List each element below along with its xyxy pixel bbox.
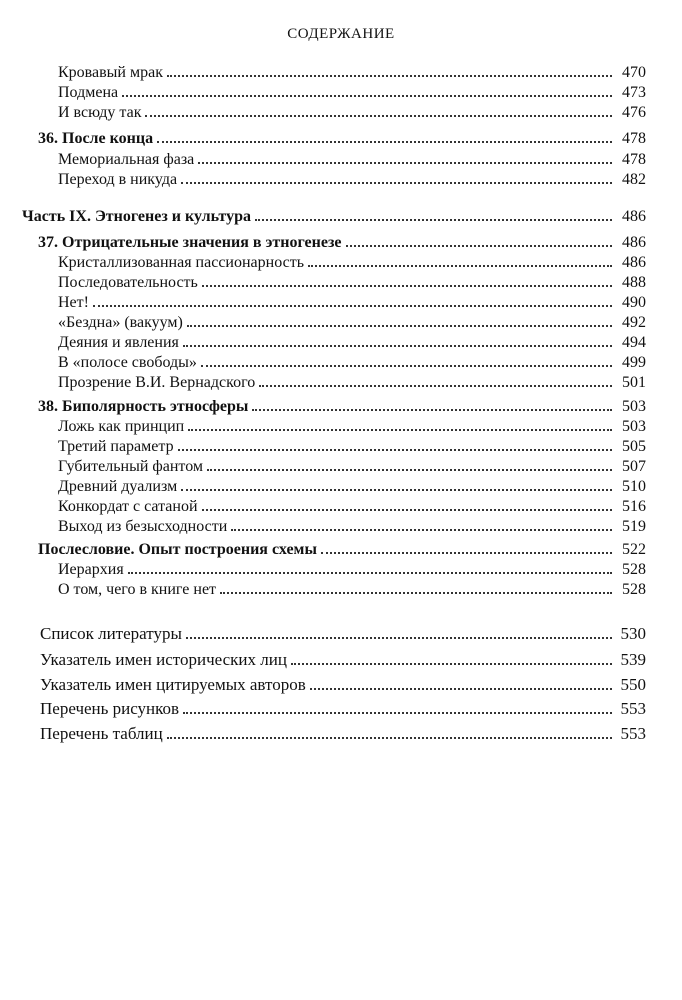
- toc-leader: [186, 637, 612, 639]
- toc-leader: [220, 592, 612, 594]
- toc-entry-page: 488: [622, 274, 646, 291]
- toc-entry-page: 492: [622, 314, 646, 331]
- toc-entry-page: 499: [622, 354, 646, 371]
- toc-entry-page: 528: [622, 581, 646, 598]
- toc-entry-page: 490: [622, 294, 646, 311]
- toc-entry-page: 507: [622, 458, 646, 475]
- toc-leader: [255, 219, 612, 221]
- toc-entry-title: Мемориальная фаза: [58, 151, 195, 168]
- toc-entry-title: Ложь как принцип: [58, 418, 185, 435]
- toc-leader: [183, 345, 612, 347]
- toc-leader: [231, 529, 612, 531]
- toc-entry[interactable]: [58, 353, 646, 373]
- toc-backmatter[interactable]: [40, 699, 646, 719]
- toc-entry-page: 501: [622, 374, 646, 391]
- toc-backmatter[interactable]: [40, 675, 646, 695]
- toc-entry[interactable]: [58, 560, 646, 580]
- toc-entry[interactable]: [58, 333, 646, 353]
- toc-leader: [252, 409, 612, 411]
- toc-entry[interactable]: [58, 313, 646, 333]
- toc-leader: [188, 429, 612, 431]
- toc-entry[interactable]: [58, 293, 646, 313]
- toc-entry-title: «Бездна» (вакуум): [58, 314, 183, 331]
- toc-part[interactable]: [22, 207, 646, 227]
- toc-entry-title: Последовательность: [58, 274, 198, 291]
- toc-entry-page: 550: [620, 675, 646, 694]
- toc-entry-page: 478: [622, 151, 646, 168]
- toc-leader: [181, 489, 612, 491]
- toc-leader: [198, 162, 612, 164]
- toc-leader: [181, 182, 612, 184]
- toc-entry-title: Указатель имен цитируемых авторов: [40, 675, 306, 694]
- toc-entry-title: Нет!: [58, 294, 89, 311]
- toc-leader: [157, 141, 612, 143]
- toc-chapter[interactable]: [38, 233, 646, 253]
- toc-entry-page: 486: [622, 254, 646, 271]
- toc-chapter-title: 37. Отрицательные значения в этногенезе: [38, 234, 342, 251]
- toc-backmatter[interactable]: [40, 624, 646, 644]
- toc-entry[interactable]: [58, 580, 646, 600]
- toc-leader: [308, 265, 612, 267]
- toc-entry-title: Кровавый мрак: [58, 64, 163, 81]
- toc-leader: [202, 509, 612, 511]
- toc-leader: [178, 449, 612, 451]
- toc-entry-title: Кристаллизованная пассионарность: [58, 254, 304, 271]
- toc-entry[interactable]: [58, 457, 646, 477]
- toc-leader: [202, 285, 612, 287]
- toc-entry-title: Перечень таблиц: [40, 724, 163, 743]
- toc-entry-title: Конкордат с сатаной: [58, 498, 198, 515]
- toc-backmatter[interactable]: [40, 650, 646, 670]
- toc-entry-title: Выход из безысходности: [58, 518, 228, 535]
- toc-entry-title: Указатель имен исторических лиц: [40, 650, 287, 669]
- toc-chapter[interactable]: [38, 397, 646, 417]
- toc-leader: [93, 305, 612, 307]
- toc-leader: [291, 663, 612, 665]
- toc-entry[interactable]: [58, 83, 646, 103]
- toc-entry-title: Древний дуализм: [58, 478, 178, 495]
- toc-part-title: Часть IX. Этногенез и культура: [22, 208, 251, 225]
- toc-leader: [145, 115, 612, 117]
- toc-entry[interactable]: [58, 253, 646, 273]
- toc-entry-page: 470: [622, 64, 646, 81]
- toc-entry-page: 553: [620, 699, 646, 718]
- page-header: СОДЕРЖАНИЕ: [287, 26, 395, 42]
- toc-entry-page: 482: [622, 171, 646, 188]
- toc-entry-title: Переход в никуда: [58, 171, 178, 188]
- toc-backmatter[interactable]: [40, 724, 646, 744]
- toc-entry-page: 494: [622, 334, 646, 351]
- toc-entry[interactable]: [58, 437, 646, 457]
- toc-leader: [167, 737, 612, 739]
- toc-chapter[interactable]: [38, 129, 646, 149]
- toc-entry-page: 516: [622, 498, 646, 515]
- toc-leader: [167, 75, 612, 77]
- toc-entry-page: 503: [622, 418, 646, 435]
- toc-entry-page: 486: [622, 234, 646, 251]
- toc-leader: [128, 572, 612, 574]
- toc-entry-title: И всюду так: [58, 104, 142, 121]
- toc-entry-page: 503: [622, 398, 646, 415]
- toc-entry-title: Деяния и явления: [58, 334, 179, 351]
- toc-entry-title: Список литературы: [40, 624, 182, 643]
- toc-chapter-title: Послесловие. Опыт построения схемы: [38, 541, 317, 558]
- toc-entry-title: В «полосе свободы»: [58, 354, 197, 371]
- toc-entry-page: 505: [622, 438, 646, 455]
- toc-leader: [187, 325, 612, 327]
- toc-entry-title: Иерархия: [58, 561, 124, 578]
- toc-entry[interactable]: [58, 273, 646, 293]
- toc-entry[interactable]: [58, 373, 646, 393]
- toc-entry-page: 473: [622, 84, 646, 101]
- toc-entry[interactable]: [58, 417, 646, 437]
- toc-entry[interactable]: [58, 103, 646, 123]
- toc-leader: [346, 245, 613, 247]
- toc-entry-page: 528: [622, 561, 646, 578]
- toc-leader: [310, 688, 612, 690]
- toc-entry[interactable]: [58, 477, 646, 497]
- toc-entry-title: Третий параметр: [58, 438, 174, 455]
- toc-entry-page: 510: [622, 478, 646, 495]
- toc-leader: [321, 552, 612, 554]
- toc-chapter[interactable]: [38, 540, 646, 560]
- toc-chapter-title: 36. После конца: [38, 130, 154, 147]
- toc-entry-title: Губительный фантом: [58, 458, 204, 475]
- toc-leader: [259, 385, 612, 387]
- toc-leader: [201, 365, 612, 367]
- toc-entry-page: 476: [622, 104, 646, 121]
- toc-entry[interactable]: [58, 517, 646, 537]
- toc-entry-page: 478: [622, 130, 646, 147]
- toc-leader: [183, 712, 612, 714]
- toc-entry-title: Перечень рисунков: [40, 699, 180, 718]
- toc-entry[interactable]: [58, 150, 646, 170]
- toc-entry[interactable]: [58, 497, 646, 517]
- toc-leader: [207, 469, 612, 471]
- toc-entry-title: Подмена: [58, 84, 119, 101]
- toc-entry[interactable]: [58, 170, 646, 190]
- toc-entry-page: 522: [622, 541, 646, 558]
- toc-entry-page: 539: [620, 650, 646, 669]
- toc-entry[interactable]: [58, 63, 646, 83]
- toc-entry-page: 486: [622, 208, 646, 225]
- toc-entry-title: О том, чего в книге нет: [58, 581, 217, 598]
- toc-entry-page: 553: [620, 724, 646, 743]
- toc-chapter-title: 38. Биполярность этносферы: [38, 398, 249, 415]
- toc-entry-page: 519: [622, 518, 646, 535]
- toc-entry-title: Прозрение В.И. Вернадского: [58, 374, 256, 391]
- toc-entry-page: 530: [620, 624, 646, 643]
- toc-leader: [122, 95, 612, 97]
